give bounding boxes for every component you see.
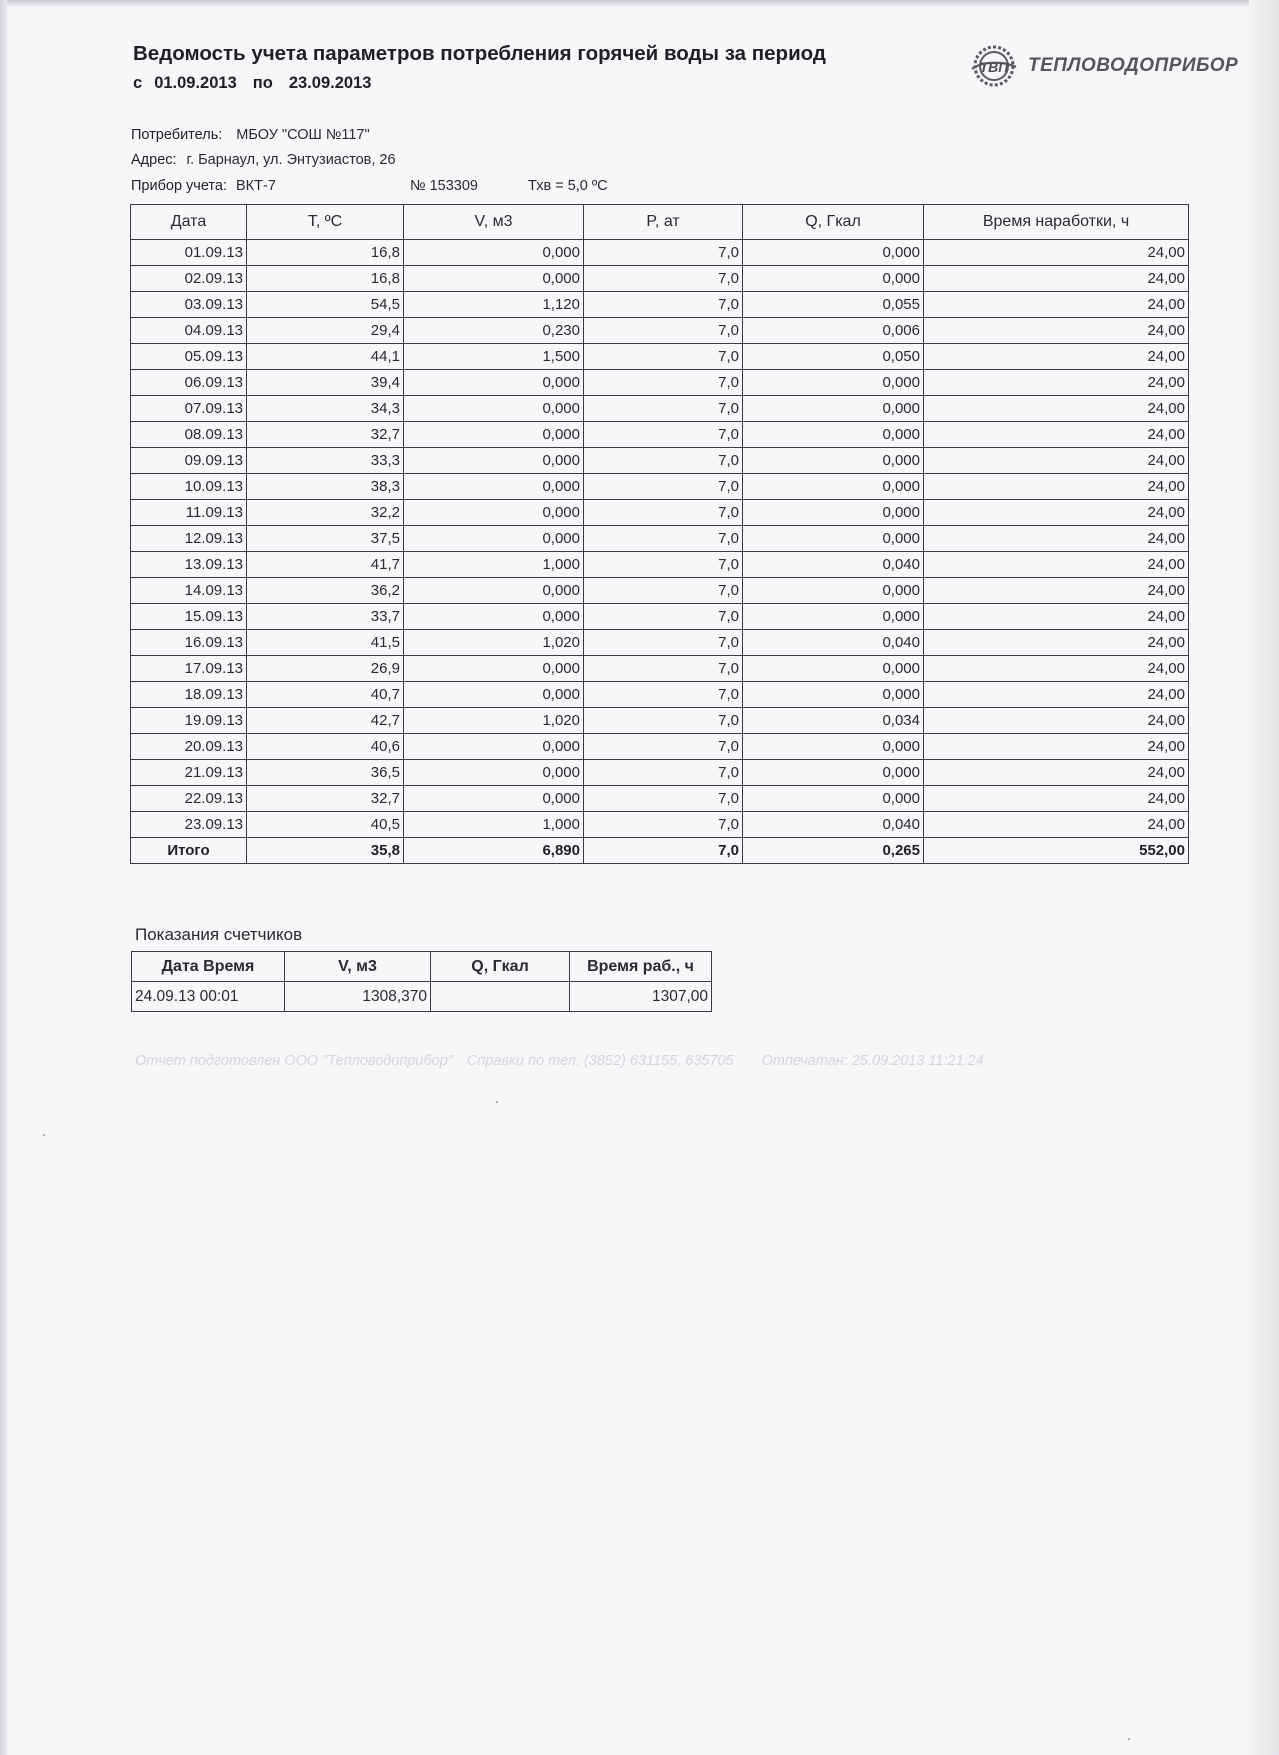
table-cell: 09.09.13 <box>131 448 247 474</box>
table-cell: 44,1 <box>247 344 404 370</box>
table-cell: 7,0 <box>584 552 743 578</box>
total-cell: 0,265 <box>743 838 924 864</box>
table-cell: 24,00 <box>924 812 1189 838</box>
table-row <box>131 552 1189 578</box>
table-cell: 36,2 <box>247 578 404 604</box>
table-cell: 0,000 <box>404 656 584 682</box>
counters-title: Показания счетчиков <box>135 925 303 944</box>
total-cell: 552,00 <box>924 838 1189 864</box>
table-cell: 7,0 <box>584 578 743 604</box>
table-cell: 02.09.13 <box>131 266 247 292</box>
table-cell: 7,0 <box>584 708 743 734</box>
table-cell: 0,000 <box>404 448 584 474</box>
table-cell: 05.09.13 <box>131 344 247 370</box>
table-cell: 41,5 <box>247 630 404 656</box>
table-row <box>131 578 1189 604</box>
counters-table <box>131 951 712 1012</box>
scan-speck <box>1128 1738 1130 1740</box>
table-cell: 0,000 <box>404 786 584 812</box>
counters-cell <box>431 982 570 1012</box>
table-cell: 7,0 <box>584 396 743 422</box>
gear-emblem-icon <box>966 41 1022 91</box>
table-cell: 1,000 <box>404 812 584 838</box>
table-cell: 0,006 <box>743 318 924 344</box>
table-cell: 13.09.13 <box>131 552 247 578</box>
table-cell: 16,8 <box>247 266 404 292</box>
table-row <box>131 656 1189 682</box>
table-cell: 07.09.13 <box>131 396 247 422</box>
table-cell: 24,00 <box>924 578 1189 604</box>
table-cell: 7,0 <box>584 266 743 292</box>
table-cell: 15.09.13 <box>131 604 247 630</box>
table-cell: 32,7 <box>247 786 404 812</box>
counters-column-header: Дата Время <box>132 952 285 982</box>
logo-emblem-text: ТВП <box>979 59 1009 75</box>
table-cell: 39,4 <box>247 370 404 396</box>
report-period <box>133 74 371 93</box>
table-cell: 7,0 <box>584 344 743 370</box>
consumer-label: Потребитель: <box>131 127 223 143</box>
table-cell: 7,0 <box>584 682 743 708</box>
table-row <box>131 786 1189 812</box>
table-cell: 40,7 <box>247 682 404 708</box>
report-footer <box>135 1053 984 1069</box>
table-cell: 24,00 <box>924 552 1189 578</box>
table-cell: 0,000 <box>743 422 924 448</box>
table-cell: 0,000 <box>743 760 924 786</box>
company-logo <box>966 41 1238 91</box>
device-number: № 153309 <box>410 178 478 194</box>
table-cell: 0,000 <box>404 760 584 786</box>
table-row <box>131 708 1189 734</box>
table-cell: 20.09.13 <box>131 734 247 760</box>
table-row <box>131 734 1189 760</box>
column-header: P, ат <box>584 205 743 240</box>
table-cell: 06.09.13 <box>131 370 247 396</box>
table-cell: 7,0 <box>584 318 743 344</box>
table-cell: 0,000 <box>743 734 924 760</box>
table-cell: 11.09.13 <box>131 500 247 526</box>
table-cell: 24,00 <box>924 344 1189 370</box>
table-row <box>131 422 1189 448</box>
table-cell: 24,00 <box>924 448 1189 474</box>
table-cell: 40,6 <box>247 734 404 760</box>
table-cell: 37,5 <box>247 526 404 552</box>
table-cell: 7,0 <box>584 734 743 760</box>
table-cell: 0,000 <box>404 396 584 422</box>
table-cell: 26,9 <box>247 656 404 682</box>
table-row <box>131 318 1189 344</box>
table-row <box>131 526 1189 552</box>
table-cell: 0,000 <box>743 682 924 708</box>
column-header: T, ºC <box>247 205 404 240</box>
table-cell: 7,0 <box>584 448 743 474</box>
table-cell: 0,000 <box>743 604 924 630</box>
table-cell: 34,3 <box>247 396 404 422</box>
table-cell: 24,00 <box>924 526 1189 552</box>
counters-header-row <box>132 952 712 982</box>
table-cell: 24,00 <box>924 604 1189 630</box>
table-cell: 0,000 <box>743 448 924 474</box>
table-cell: 21.09.13 <box>131 760 247 786</box>
table-cell: 0,000 <box>404 526 584 552</box>
address-line <box>131 152 396 168</box>
table-cell: 0,000 <box>404 422 584 448</box>
table-cell: 0,000 <box>404 500 584 526</box>
period-from: 01.09.2013 <box>154 74 237 92</box>
table-cell: 33,7 <box>247 604 404 630</box>
total-cell: 7,0 <box>584 838 743 864</box>
table-cell: 1,000 <box>404 552 584 578</box>
address-label: Адрес: <box>131 152 177 168</box>
table-cell: 7,0 <box>584 370 743 396</box>
counters-column-header: Время раб., ч <box>570 952 712 982</box>
footer-printed: Отпечатан: 25.09.2013 11:21:24 <box>761 1053 984 1069</box>
table-cell: 24,00 <box>924 682 1189 708</box>
table-cell: 0,000 <box>404 604 584 630</box>
table-cell: 0,000 <box>743 396 924 422</box>
table-cell: 7,0 <box>584 500 743 526</box>
table-cell: 23.09.13 <box>131 812 247 838</box>
table-cell: 7,0 <box>584 812 743 838</box>
table-cell: 16.09.13 <box>131 630 247 656</box>
table-cell: 32,2 <box>247 500 404 526</box>
table-row <box>131 682 1189 708</box>
table-cell: 24,00 <box>924 734 1189 760</box>
table-header-row <box>131 205 1189 240</box>
table-cell: 1,120 <box>404 292 584 318</box>
table-cell: 24,00 <box>924 370 1189 396</box>
column-header: Q, Гкал <box>743 205 924 240</box>
table-cell: 24,00 <box>924 708 1189 734</box>
table-cell: 7,0 <box>584 760 743 786</box>
table-cell: 0,000 <box>743 656 924 682</box>
table-cell: 7,0 <box>584 656 743 682</box>
table-cell: 0,000 <box>743 786 924 812</box>
consumption-table <box>130 204 1189 864</box>
counters-cell: 24.09.13 00:01 <box>132 982 285 1012</box>
report-title: Ведомость учета параметров потребления горячей воды за период <box>133 42 826 65</box>
total-cell: Итого <box>131 838 247 864</box>
table-cell: 24,00 <box>924 786 1189 812</box>
table-cell: 14.09.13 <box>131 578 247 604</box>
table-cell: 54,5 <box>247 292 404 318</box>
table-row <box>131 760 1189 786</box>
table-row <box>131 474 1189 500</box>
table-cell: 0,000 <box>743 266 924 292</box>
table-cell: 24,00 <box>924 292 1189 318</box>
table-cell: 7,0 <box>584 604 743 630</box>
period-to-label: по <box>252 74 273 92</box>
table-cell: 7,0 <box>584 474 743 500</box>
table-cell: 0,000 <box>404 370 584 396</box>
consumer-value: МБОУ "СОШ №117" <box>236 127 370 143</box>
table-row <box>131 630 1189 656</box>
table-cell: 38,3 <box>247 474 404 500</box>
table-cell: 16,8 <box>247 240 404 266</box>
table-cell: 40,5 <box>247 812 404 838</box>
table-row <box>131 344 1189 370</box>
table-cell: 0,000 <box>743 240 924 266</box>
footer-prepared: Отчет подготовлен ООО "Тепловодоприбор" <box>135 1053 453 1069</box>
cold-water-temp: Тхв = 5,0 ºС <box>528 178 608 194</box>
table-cell: 0,000 <box>743 500 924 526</box>
address-value: г. Барнаул, ул. Энтузиастов, 26 <box>186 152 396 168</box>
table-cell: 0,000 <box>404 682 584 708</box>
table-cell: 24,00 <box>924 266 1189 292</box>
column-header: V, м3 <box>404 205 584 240</box>
table-cell: 42,7 <box>247 708 404 734</box>
table-cell: 0,000 <box>743 578 924 604</box>
table-cell: 22.09.13 <box>131 786 247 812</box>
table-row <box>131 370 1189 396</box>
scan-right-edge <box>1249 0 1279 1755</box>
table-row <box>131 500 1189 526</box>
table-cell: 7,0 <box>584 292 743 318</box>
table-row <box>131 396 1189 422</box>
table-cell: 0,000 <box>743 370 924 396</box>
scan-speck <box>43 1134 45 1136</box>
column-header: Дата <box>131 205 247 240</box>
table-cell: 08.09.13 <box>131 422 247 448</box>
table-cell: 0,000 <box>404 474 584 500</box>
counters-cell: 1308,370 <box>285 982 431 1012</box>
table-cell: 7,0 <box>584 630 743 656</box>
table-cell: 0,000 <box>743 474 924 500</box>
table-cell: 19.09.13 <box>131 708 247 734</box>
table-cell: 0,230 <box>404 318 584 344</box>
column-header: Время наработки, ч <box>924 205 1189 240</box>
table-cell: 0,050 <box>743 344 924 370</box>
consumer-line <box>131 127 370 143</box>
table-cell: 17.09.13 <box>131 656 247 682</box>
counters-row <box>132 982 712 1012</box>
period-to: 23.09.2013 <box>288 74 372 92</box>
table-cell: 0,000 <box>404 266 584 292</box>
table-cell: 10.09.13 <box>131 474 247 500</box>
table-row <box>131 292 1189 318</box>
table-cell: 24,00 <box>924 760 1189 786</box>
table-cell: 03.09.13 <box>131 292 247 318</box>
table-cell: 24,00 <box>924 500 1189 526</box>
table-cell: 7,0 <box>584 526 743 552</box>
table-cell: 0,000 <box>404 240 584 266</box>
table-cell: 1,020 <box>404 708 584 734</box>
logo-text: ТЕПЛОВОДОПРИБОР <box>1028 55 1239 76</box>
table-row <box>131 240 1189 266</box>
device-line <box>131 178 608 194</box>
table-cell: 0,000 <box>404 734 584 760</box>
table-cell: 0,040 <box>743 630 924 656</box>
table-cell: 29,4 <box>247 318 404 344</box>
table-row <box>131 266 1189 292</box>
period-from-label: с <box>133 74 143 92</box>
footer-phones: Справки по тел. (3852) 631155, 635705 <box>466 1053 734 1069</box>
table-cell: 0,000 <box>743 526 924 552</box>
table-cell: 1,500 <box>404 344 584 370</box>
table-cell: 24,00 <box>924 318 1189 344</box>
total-cell: 35,8 <box>247 838 404 864</box>
device-value: ВКТ-7 <box>236 178 276 194</box>
table-cell: 12.09.13 <box>131 526 247 552</box>
table-cell: 1,020 <box>404 630 584 656</box>
total-row <box>131 838 1189 864</box>
counters-column-header: V, м3 <box>285 952 431 982</box>
total-cell: 6,890 <box>404 838 584 864</box>
table-cell: 32,7 <box>247 422 404 448</box>
table-cell: 24,00 <box>924 630 1189 656</box>
scan-left-edge <box>0 0 7 1755</box>
table-cell: 33,3 <box>247 448 404 474</box>
device-label: Прибор учета: <box>131 178 228 194</box>
table-cell: 24,00 <box>924 240 1189 266</box>
table-cell: 24,00 <box>924 422 1189 448</box>
table-cell: 7,0 <box>584 240 743 266</box>
table-cell: 01.09.13 <box>131 240 247 266</box>
counters-cell: 1307,00 <box>570 982 712 1012</box>
table-cell: 0,040 <box>743 812 924 838</box>
table-cell: 24,00 <box>924 396 1189 422</box>
table-row <box>131 448 1189 474</box>
table-cell: 24,00 <box>924 656 1189 682</box>
table-row <box>131 812 1189 838</box>
table-cell: 41,7 <box>247 552 404 578</box>
table-cell: 24,00 <box>924 474 1189 500</box>
table-cell: 0,055 <box>743 292 924 318</box>
scan-speck <box>496 1101 498 1103</box>
table-row <box>131 604 1189 630</box>
table-cell: 18.09.13 <box>131 682 247 708</box>
table-cell: 04.09.13 <box>131 318 247 344</box>
table-cell: 36,5 <box>247 760 404 786</box>
table-cell: 0,034 <box>743 708 924 734</box>
table-cell: 7,0 <box>584 422 743 448</box>
table-cell: 0,040 <box>743 552 924 578</box>
table-cell: 0,000 <box>404 578 584 604</box>
counters-column-header: Q, Гкал <box>431 952 570 982</box>
table-cell: 7,0 <box>584 786 743 812</box>
